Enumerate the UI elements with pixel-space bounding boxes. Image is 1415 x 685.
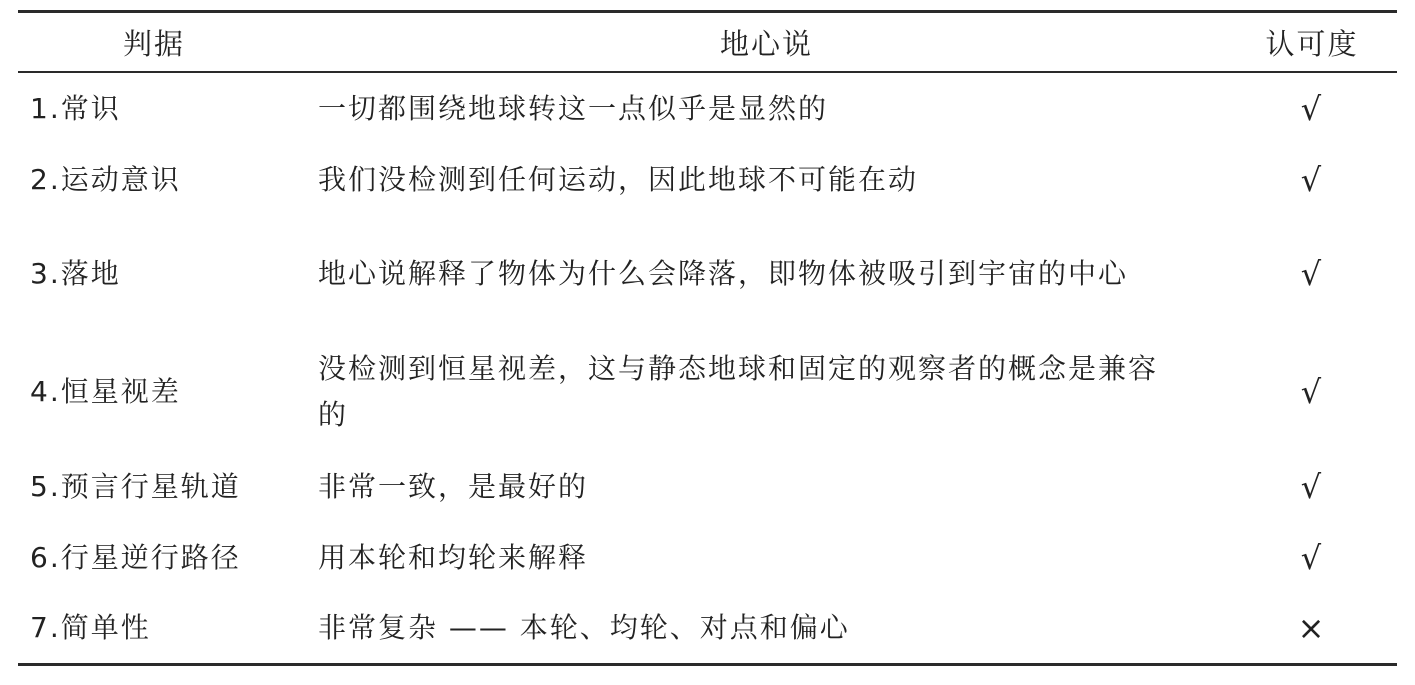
- geocentric-cell: 我们没检测到任何运动，因此地球不可能在动: [318, 162, 919, 196]
- criterion-cell: 6.行星逆行路径: [30, 540, 241, 574]
- table-row: [18, 451, 1397, 522]
- criterion-cell: 2.运动意识: [30, 162, 181, 196]
- header-approval: 认可度: [1265, 26, 1359, 61]
- table-row: [18, 144, 1397, 215]
- approval-check-icon: √: [1300, 538, 1324, 577]
- approval-check-icon: √: [1300, 89, 1324, 128]
- approval-check-icon: √: [1300, 160, 1324, 199]
- approval-check-icon: √: [1300, 255, 1324, 293]
- criterion-cell: 7.简单性: [30, 611, 151, 644]
- criterion-cell: 1.常识: [30, 91, 121, 125]
- geocentric-cell: 非常复杂 —— 本轮、均轮、对点和偏心: [318, 611, 850, 644]
- header-criterion: 判据: [122, 26, 185, 61]
- table-row: [18, 333, 1397, 451]
- approval-check-icon: √: [1300, 373, 1324, 411]
- criterion-cell: 5.预言行星轨道: [30, 469, 241, 503]
- approval-check-icon: √: [1300, 467, 1324, 506]
- comparison-table: [18, 10, 1397, 666]
- approval-cross-icon: ×: [1297, 609, 1327, 647]
- table-row: [18, 73, 1397, 144]
- geocentric-cell: 非常一致，是最好的: [318, 469, 589, 503]
- geocentric-cell: 用本轮和均轮来解释: [318, 540, 589, 574]
- table-row: [18, 522, 1397, 593]
- criterion-cell: 3.落地: [30, 257, 121, 290]
- header-geocentric: 地心说: [719, 26, 813, 61]
- criterion-cell: 4.恒星视差: [30, 375, 181, 408]
- table-header: [18, 13, 1397, 73]
- table-row: [18, 215, 1397, 333]
- table-row: [18, 593, 1397, 663]
- geocentric-cell: 一切都围绕地球转这一点似乎是显然的: [318, 91, 829, 125]
- geocentric-cell: 没检测到恒星视差，这与静态地球和固定的观察者的概念是兼容的: [318, 352, 1159, 431]
- geocentric-cell: 地心说解释了物体为什么会降落，即物体被吸引到宇宙的中心: [318, 257, 1129, 290]
